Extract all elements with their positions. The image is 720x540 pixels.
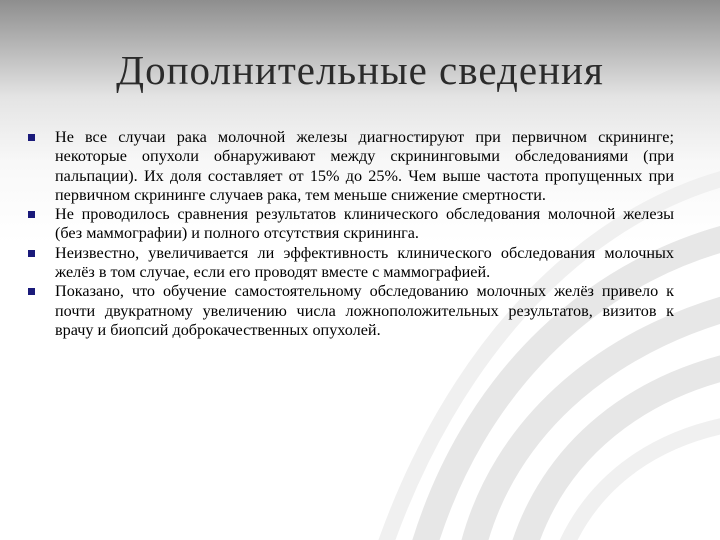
square-bullet-icon: [28, 288, 35, 295]
bullet-text: Показано, что обучение самостоятельному обследованию молочных желёз привело к почти двукратному увеличению числа ложноположительных результатов, визитов к врачу и биопсий доброкачественных опухолей.: [55, 282, 674, 339]
square-bullet-icon: [28, 134, 35, 141]
bullet-item: [28, 205, 674, 244]
bullet-text: Не проводилось сравнения результатов клинического обследования молочной железы (без маммографии) и полного отсутствия скрининга.: [55, 205, 674, 243]
bullet-item: [28, 128, 674, 205]
bullet-item: [28, 244, 674, 283]
bullet-text: Не все случаи рака молочной железы диагностируют при первичном скрининге; некоторые опухоли обнаруживают между скрининговыми обследованиями (при пальпации). Их доля составляет от 15% до 25%. Чем выше частота пропущенных при первичном скрининге случаев рака, тем меньше снижение смертности.: [55, 128, 674, 204]
slide-title: Дополнительные сведения: [116, 47, 604, 93]
square-bullet-icon: [28, 211, 35, 218]
bullet-text: Неизвестно, увеличивается ли эффективность клинического обследования молочных желёз в том случае, если его проводят вместе с маммографией.: [55, 243, 674, 282]
bullet-list: [28, 128, 674, 340]
bullet-item: [28, 282, 674, 340]
square-bullet-icon: [28, 250, 35, 257]
